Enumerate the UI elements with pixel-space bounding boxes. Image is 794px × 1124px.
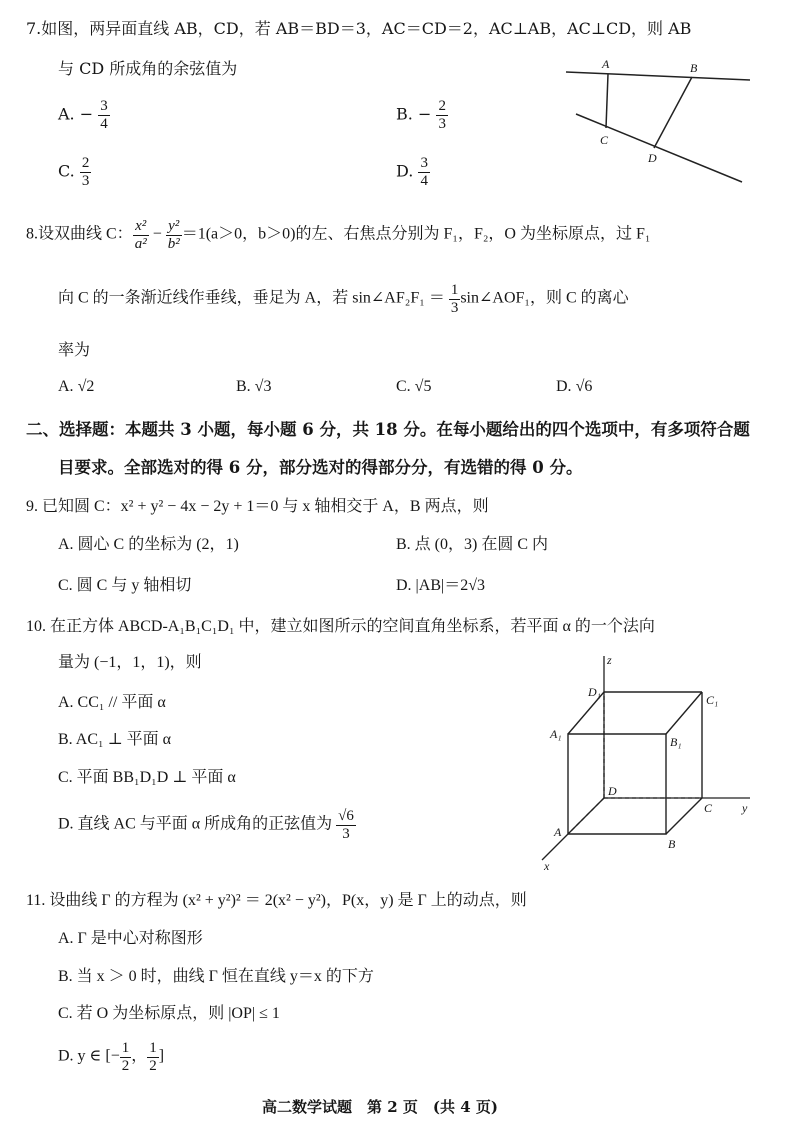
- q9-option-a: A. 圆心 C 的坐标为 (2，1): [58, 536, 239, 553]
- q10-option-d: D. 直线 AC 与平面 α 所成角的正弦值为 $\frac{√6}{3}$: [58, 808, 354, 842]
- label-c1: C₁: [706, 693, 719, 707]
- q9-option-c: C. 圆 C 与 y 轴相切: [58, 577, 192, 594]
- q7-option-b: B. − $\frac{2}{3}$: [396, 98, 446, 132]
- edge-c-b: [666, 798, 702, 834]
- q11-option-a: A. Γ 是中心对称图形: [58, 930, 203, 947]
- q10-option-c: C. 平面 BB₁D₁D ⊥ 平面 α: [58, 769, 236, 786]
- q10-stem-line2: 量为 (−1，1，1)，则: [58, 654, 202, 671]
- q10-option-a: A. CC₁ // 平面 α: [58, 694, 166, 711]
- label-b: B: [668, 837, 676, 851]
- label-d1: D₁: [588, 685, 601, 699]
- q7-option-c: C. $\frac{2}{3}$: [58, 155, 90, 189]
- q7-skew-lines-figure: [560, 52, 750, 187]
- label-c: C: [704, 801, 713, 815]
- page-footer: 高二数学试题 第 2 页 (共 4 页): [262, 1098, 498, 1116]
- q8-option-c: C. √5: [396, 378, 432, 395]
- label-a: A: [554, 825, 562, 839]
- q8-stem-line2: 向 C 的一条渐近线作垂线，垂足为 A，若 sin∠AF₂F₁ ＝ $\frac{1}{3}$ sin∠AOF₁，则 C 的离心: [58, 282, 629, 316]
- q8-option-d: D. √6: [556, 378, 593, 395]
- q11-option-c: C. 若 O 为坐标原点，则 |OP| ≤ 1: [58, 1005, 280, 1022]
- q8-option-b: B. √3: [236, 378, 272, 395]
- q7-option-d: D. $\frac{3}{4}$: [396, 155, 428, 189]
- q10-option-b: B. AC₁ ⊥ 平面 α: [58, 731, 172, 748]
- section2-heading-line2: 目要求。全部选对的得 6 分，部分选对的得部分分，有选错的得 0 分。: [58, 458, 583, 477]
- label-a1: A₁: [550, 727, 562, 741]
- q10-stem-line1: 10. 在正方体 ABCD-A₁B₁C₁D₁ 中，建立如图所示的空间直角坐标系，若平面 α 的一个法向: [26, 618, 655, 635]
- line-cd: [576, 114, 742, 182]
- label-d: D: [608, 784, 617, 798]
- y-axis-label: y: [742, 801, 748, 815]
- edge-c1-b1: [666, 692, 702, 734]
- label-c: C: [600, 133, 609, 147]
- q9-option-d: D. |AB|＝2√3: [396, 577, 485, 594]
- q7-option-a: A. − $\frac{3}{4}$: [58, 98, 108, 132]
- line-ab: [566, 72, 750, 80]
- section2-heading-line1: 二、选择题：本题共 3 小题，每小题 6 分，共 18 分。在每小题给出的四个选项中，有多项符合题: [26, 420, 750, 439]
- z-axis-label: z: [607, 653, 612, 667]
- label-b: B: [690, 61, 698, 75]
- q7-stem-line1: 7.如图，两异面直线 AB，CD，若 AB＝BD＝3，AC＝CD＝2，AC⊥AB，AC⊥CD，则 AB: [26, 19, 692, 38]
- q11-option-d: D. y ∈ [− $\frac{1}{2}$ ， $\frac{1}{2}$ ]: [58, 1040, 165, 1074]
- label-a: A: [602, 57, 610, 71]
- label-d: D: [648, 151, 657, 165]
- q8-stem-line1: 8.设双曲线 C： $\frac{\text{x²}}{\text{a²}}$ − $\frac{\text{y²}}{\text{b²}}$ ＝1(a＞0，b＞0)的左、右焦点分别为 F₁，F₂，O 为坐标原点，过 F₁: [26, 218, 651, 252]
- q8-stem-line3: 率为: [58, 340, 91, 359]
- q11-option-b: B. 当 x ＞ 0 时，曲线 Γ 恒在直线 y＝x 的下方: [58, 968, 374, 985]
- q9-option-b: B. 点 (0，3) 在圆 C 内: [396, 536, 549, 553]
- label-b1: B₁: [670, 735, 682, 749]
- segment-ac: [606, 74, 608, 128]
- x-axis-label: x: [544, 859, 550, 873]
- q8-option-a: A. √2: [58, 378, 95, 395]
- q11-stem: 11. 设曲线 Γ 的方程为 (x² + y²)² ＝ 2(x² − y²)，P(x，y) 是 Γ 上的动点，则: [26, 892, 527, 909]
- q7-stem-line2: 与 CD 所成角的余弦值为: [58, 59, 238, 78]
- segment-bd: [654, 77, 692, 148]
- q10-cube-figure: [532, 650, 762, 875]
- q9-stem: 9. 已知圆 C：x² + y² − 4x − 2y + 1＝0 与 x 轴相交于 A，B 两点，则: [26, 498, 489, 515]
